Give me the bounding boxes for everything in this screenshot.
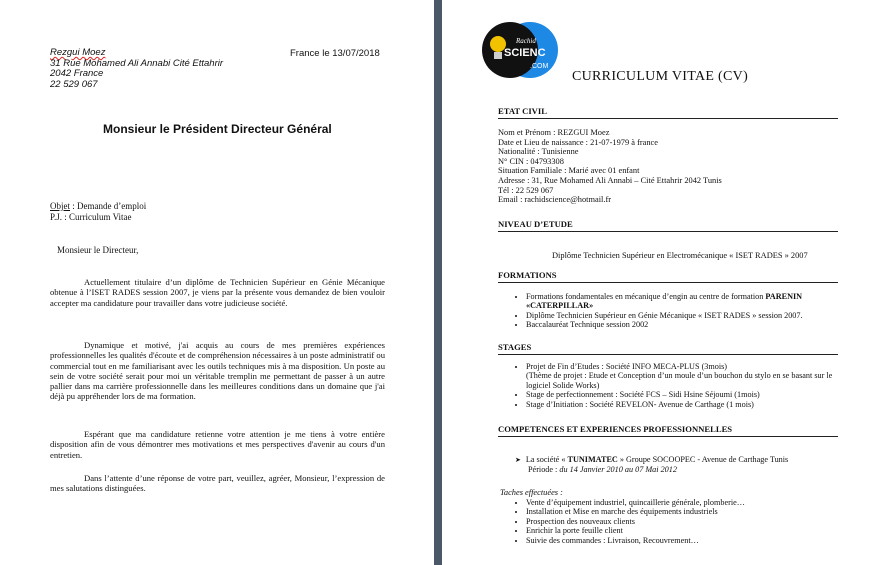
etat-civil-line: Situation Familiale : Marié avec 01 enfant: [498, 166, 640, 176]
experience-list: [508, 455, 848, 475]
section-etat-civil: ETAT CIVIL: [498, 106, 838, 119]
list-item: • Prospection des nouveaux clients: [526, 517, 844, 526]
paragraph-3: Espérant que ma candidature retienne votre attention je me tiens à votre entière disposition afin de vous démontrer mes motivations et mes perspectives d'avenir au cours d'un entretien.: [50, 429, 385, 460]
salutation: Monsieur le Directeur,: [57, 245, 139, 255]
etat-civil-line: Email : rachidscience@hotmail.fr: [498, 195, 612, 205]
sender-phone: 22 529 067: [50, 78, 98, 90]
list-item: • Stage d’Initiation : Société REVELON- Avenue de Carthage (1 mois): [526, 400, 844, 409]
paragraph-2: Dynamique et motivé, j'ai acquis au cours de mes premières expériences professionnelles les qualités d'écoute et de compréhension nécessaires à un poste administratif ou commercial tout en me familiarisant avec les outils techniques mis à ma disposition. Un poste au sein de votre société serait pour moi un véritable tremplin me permettant de passer à un autre pallier dans ma carrière professionnelle dans les meilleures conditions dans un domaine que j'ai déjà pu appréhender lors de ma formation.: [50, 340, 385, 402]
stages-list: [508, 362, 844, 409]
etat-civil-line: Nom et Prénom : REZGUI Moez: [498, 128, 610, 137]
etat-civil-details: [498, 128, 722, 205]
list-item: • Baccalauréat Technique session 2002: [526, 320, 844, 329]
etat-civil-line: Date et Lieu de naissance : 21-07-1979 à france: [498, 137, 658, 147]
pj-line: P.J. : Curriculum Vitae: [50, 212, 132, 222]
logo-com: .COM: [530, 63, 549, 70]
tasks-list: [508, 498, 844, 545]
list-item: • Diplôme Technicien Supérieur en Génie Mécanique « ISET RADES » session 2007.: [526, 311, 844, 320]
logo-science: SCIENC: [504, 47, 546, 59]
list-item: • Installation et Mise en marche des équipements industriels: [526, 507, 844, 516]
sender-address: [50, 48, 223, 90]
formations-list: [508, 292, 844, 330]
cv-title: CURRICULUM VITAE (CV): [572, 69, 749, 84]
etat-civil-line: Nationalité : Tunisienne: [498, 147, 579, 157]
list-item: • Formations fondamentales en mécanique d’engin au centre de formation PARENIN «CATERPILLAR»: [526, 292, 844, 311]
paragraph-4: Dans l’attente d’une réponse de votre part, veuillez, agréer, Monsieur, l’expression de mes salutations distinguées.: [50, 473, 385, 494]
cv-page: [442, 0, 884, 565]
letter-object: [50, 201, 146, 223]
rachid-science-logo: [480, 10, 560, 88]
object-text: : Demande d’emploi: [70, 201, 147, 211]
sender-name: Rezgui Moez: [50, 47, 106, 58]
place-date: France le 13/07/2018: [290, 48, 380, 59]
list-item: • Projet de Fin d’Etudes : Société INFO MECA-PLUS (3mois) (Thème de projet : Etude et Conception d’un moule d’un bouchon du stylo en se basant sur le logiciel Solide Works): [526, 362, 844, 390]
section-stages: STAGES: [498, 342, 838, 355]
etat-civil-line: Adresse : 31, Rue Mohamed Ali Annabi – Cité Ettahrir 2042 Tunis: [498, 175, 722, 185]
etat-civil-line: N° CIN : 04793308: [498, 156, 564, 166]
cover-letter-page: [0, 0, 434, 565]
list-item: • Enrichir la porte feuille client: [526, 526, 844, 535]
logo-rachid: Rachid: [516, 37, 536, 45]
etat-civil-line: Tél : 22 529 067: [498, 185, 554, 195]
list-item: • Suivie des commandes : Livraison, Recouvrement…: [526, 536, 844, 545]
list-item: • Vente d’équipement industriel, quincaillerie générale, plomberie…: [526, 498, 844, 507]
sender-city: 2042 France: [50, 68, 104, 79]
section-niveau-etude: NIVEAU D’ETUDE: [498, 219, 838, 232]
niveau-text: Diplôme Technicien Supérieur en Electromécanique « ISET RADES » 2007: [552, 251, 808, 260]
sender-street: 31 Rue Mohamed Ali Annabi Cité Ettahrir: [50, 57, 224, 69]
recipient-title: Monsieur le Président Directeur Général: [103, 122, 332, 136]
object-label: Objet: [50, 201, 70, 211]
section-competences: COMPETENCES ET EXPERIENCES PROFESSIONNELLES: [498, 424, 838, 437]
section-formations: FORMATIONS: [498, 270, 838, 283]
paragraph-1: Actuellement titulaire d’un diplôme de Technicien Supérieur en Génie Mécanique obtenue à l’ISET RADES session 2007, je viens par la présente vous demandez de bien vouloir accepter ma candidature pour travailler dans votre judicieuse société.: [50, 277, 385, 308]
list-item: • Stage de perfectionnement : Société FCS – Sidi Hsine Séjoumi (1mois): [526, 390, 844, 399]
list-item: ➤ La société « TUNIMATEC » Groupe SOCOOPEC - Avenue de Carthage Tunis Période : du 14 Janvier 2010 au 07 Mai 2012: [528, 455, 848, 475]
tasks-label: Taches effectuées :: [500, 488, 563, 497]
